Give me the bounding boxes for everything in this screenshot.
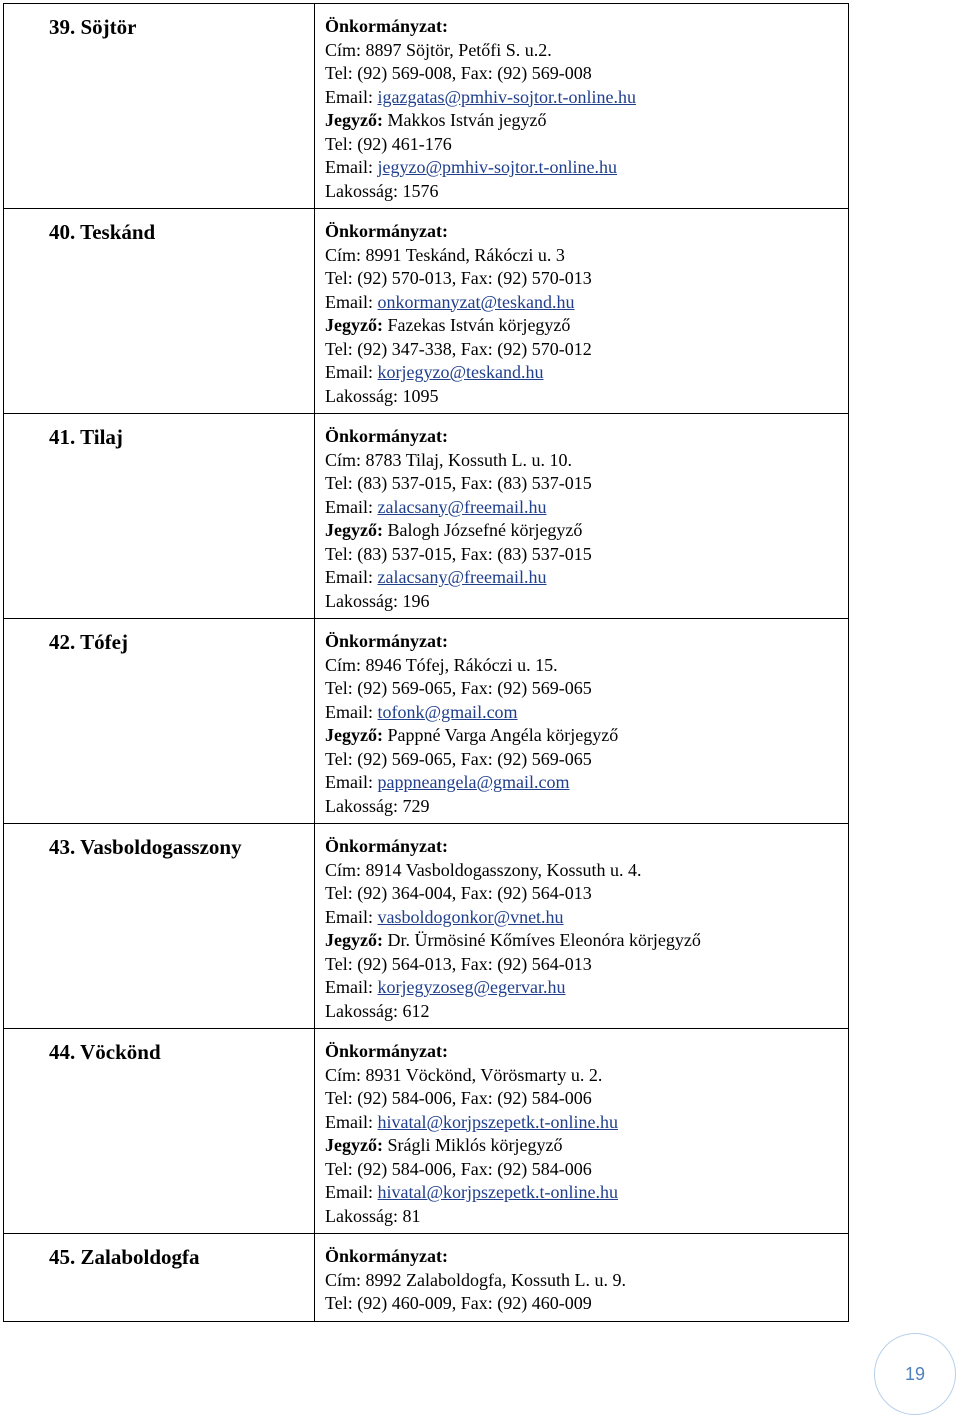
address-label: Cím:	[325, 39, 362, 60]
table-row	[4, 1234, 849, 1322]
email-label: Email:	[325, 906, 373, 927]
fax-value: (92) 569-065	[497, 678, 592, 698]
email-link[interactable]: pappneangela@gmail.com	[377, 772, 570, 792]
jegyzo-email-line	[325, 156, 848, 180]
fax-value: (92) 564-013	[497, 883, 592, 903]
onkormanyzat-label: Önkormányzat:	[325, 836, 448, 856]
email-link[interactable]: hivatal@korjpszepetk.t-online.hu	[377, 1111, 619, 1132]
tel-label: Tel:	[325, 543, 353, 564]
email-link[interactable]: igazgatas@pmhiv-sojtor.t-online.hu	[377, 86, 637, 107]
email-label: Email:	[325, 291, 373, 312]
fax-label: Fax:	[460, 543, 493, 564]
onkormanyzat-heading	[325, 630, 848, 654]
jegyzo-label: Jegyző:	[325, 520, 383, 540]
tel-label: Tel:	[325, 953, 353, 974]
tel-value: (92) 584-006	[357, 1088, 452, 1108]
municipality-info	[315, 4, 849, 209]
tel-label: Tel:	[325, 268, 353, 288]
municipality-info	[315, 414, 849, 619]
population-label: Lakosság:	[325, 795, 398, 816]
municipality-table	[3, 3, 849, 1322]
tel-value: (92) 570-013	[357, 268, 452, 288]
fax-label: Fax:	[460, 473, 493, 493]
fax-label: Fax:	[460, 953, 493, 974]
tel-value: (92) 569-065	[357, 748, 452, 769]
fax-label: Fax:	[460, 338, 493, 359]
tel-value: (92) 569-008	[357, 63, 452, 83]
fax-label: Fax:	[460, 1158, 493, 1179]
municipality-name: 44. Vöckönd	[4, 1029, 315, 1234]
jegyzo-email-line	[325, 1181, 848, 1205]
address-label: Cím:	[325, 449, 362, 470]
address-line	[325, 1064, 848, 1088]
table-row	[4, 414, 849, 619]
population-label: Lakosság:	[325, 385, 398, 406]
jegyzo-line	[325, 929, 848, 953]
address-value: 8992 Zalaboldogfa, Kossuth L. u. 9.	[365, 1269, 626, 1290]
email-label: Email:	[325, 567, 373, 587]
population-label: Lakosság:	[325, 1205, 398, 1226]
fax-label: Fax:	[460, 268, 493, 288]
tel-value: (92) 460-009	[357, 1293, 452, 1313]
population-value: 196	[402, 590, 430, 611]
email-label: Email:	[325, 1111, 373, 1132]
tel-value: (92) 569-065	[357, 678, 452, 698]
email-label: Email:	[325, 701, 373, 722]
phone-line: Tel: (92) 460-009, Fax: (92) 460-009	[325, 1293, 592, 1313]
population-value: 1095	[402, 385, 439, 406]
email-link[interactable]: onkormanyzat@teskand.hu	[377, 291, 575, 312]
jegyzo-name: Dr. Ürmösiné Kőmíves Eleonóra körjegyző	[387, 930, 701, 950]
onkormanyzat-label: Önkormányzat:	[325, 16, 448, 36]
email-link[interactable]: vasboldogonkor@vnet.hu	[377, 906, 564, 927]
jegyzo-phone-line: Tel: (83) 537-015, Fax: (83) 537-015	[325, 543, 592, 564]
jegyzo-name: Pappné Varga Angéla körjegyző	[387, 725, 619, 745]
email-line	[325, 701, 848, 725]
fax-label: Fax:	[460, 1293, 493, 1313]
email-label: Email:	[325, 362, 373, 382]
tel-label: Tel:	[325, 1293, 353, 1313]
tel-value: (92) 347-338	[357, 338, 452, 359]
address-line	[325, 859, 848, 883]
tel-label: Tel:	[325, 338, 353, 359]
jegyzo-phone-line	[325, 133, 848, 157]
municipality-info	[315, 824, 849, 1029]
onkormanyzat-label: Önkormányzat:	[325, 426, 448, 446]
onkormanyzat-heading	[325, 835, 848, 859]
email-line	[325, 86, 848, 110]
tel-label: Tel:	[325, 1088, 353, 1108]
municipality-name: 40. Teskánd	[4, 209, 315, 414]
email-label: Email:	[325, 977, 373, 997]
onkormanyzat-label: Önkormányzat:	[325, 1041, 448, 1061]
email-link[interactable]: korjegyzoseg@egervar.hu	[377, 977, 566, 997]
municipality-name: 43. Vasboldogasszony	[4, 824, 315, 1029]
municipality-info	[315, 619, 849, 824]
jegyzo-name: Balogh Józsefné körjegyző	[387, 520, 583, 540]
jegyzo-name: Fazekas István körjegyző	[387, 315, 571, 335]
fax-label: Fax:	[460, 1088, 493, 1108]
jegyzo-email-line	[325, 771, 848, 795]
municipality-info	[315, 209, 849, 414]
address-value: 8991 Teskánd, Rákóczi u. 3	[365, 244, 565, 265]
municipality-name: 41. Tilaj	[4, 414, 315, 619]
population-label: Lakosság:	[325, 590, 398, 611]
tel-label: Tel:	[325, 678, 353, 698]
jegyzo-email-line	[325, 566, 848, 590]
table-row	[4, 4, 849, 209]
onkormanyzat-label: Önkormányzat:	[325, 1246, 448, 1266]
address-value: 8783 Tilaj, Kossuth L. u. 10.	[365, 449, 573, 470]
address-label: Cím:	[325, 1269, 362, 1290]
jegyzo-line	[325, 109, 848, 133]
population-line	[325, 180, 848, 204]
page-number: 19	[904, 1363, 926, 1384]
fax-value: (92) 570-012	[497, 338, 592, 359]
email-link[interactable]: jegyzo@pmhiv-sojtor.t-online.hu	[377, 157, 618, 177]
fax-value: (92) 570-013	[497, 268, 592, 288]
fax-label: Fax:	[460, 883, 493, 903]
population-value: 81	[402, 1205, 421, 1226]
population-value: 1576	[402, 180, 439, 201]
address-label: Cím:	[325, 244, 362, 265]
onkormanyzat-label: Önkormányzat:	[325, 221, 448, 241]
phone-line: Tel: (92) 570-013, Fax: (92) 570-013	[325, 268, 592, 288]
address-value: 8946 Tófej, Rákóczi u. 15.	[365, 654, 558, 675]
email-line	[325, 1111, 848, 1135]
onkormanyzat-heading	[325, 1040, 848, 1064]
jegyzo-label: Jegyző:	[325, 1135, 383, 1155]
tel-label: Tel:	[325, 63, 353, 83]
municipality-name: 45. Zalaboldogfa	[4, 1234, 315, 1322]
email-line	[325, 496, 848, 520]
population-label: Lakosság:	[325, 1000, 398, 1021]
onkormanyzat-heading	[325, 1245, 848, 1269]
email-link[interactable]: zalacsany@freemail.hu	[377, 496, 547, 517]
address-line	[325, 1269, 848, 1293]
jegyzo-email-line	[325, 361, 848, 385]
tel-value: (92) 564-013	[357, 953, 452, 974]
tel-value: (92) 364-004	[357, 883, 452, 903]
municipality-info	[315, 1029, 849, 1234]
population-line	[325, 1205, 848, 1229]
onkormanyzat-label: Önkormányzat:	[325, 631, 448, 651]
address-value: 8897 Söjtör, Petőfi S. u.2.	[365, 39, 552, 60]
email-link[interactable]: hivatal@korjpszepetk.t-online.hu	[377, 1182, 619, 1202]
fax-value: (92) 584-006	[497, 1158, 592, 1179]
fax-value: (83) 537-015	[497, 543, 592, 564]
jegyzo-name: Makkos István jegyző	[387, 110, 547, 130]
fax-label: Fax:	[460, 63, 493, 83]
address-line	[325, 449, 848, 473]
email-link[interactable]: korjegyzo@teskand.hu	[377, 362, 544, 382]
address-line	[325, 39, 848, 63]
fax-label: Fax:	[460, 678, 493, 698]
tel-label: Tel:	[325, 1158, 353, 1179]
population-line	[325, 1000, 848, 1024]
address-value: 8914 Vasboldogasszony, Kossuth u. 4.	[365, 859, 642, 880]
population-line	[325, 590, 848, 614]
jegyzo-phone-line: Tel: (92) 569-065, Fax: (92) 569-065	[325, 748, 592, 769]
email-label: Email:	[325, 86, 373, 107]
jegyzo-name: Srágli Miklós körjegyző	[387, 1135, 563, 1155]
tel-label: Tel:	[325, 133, 353, 154]
municipality-info	[315, 1234, 849, 1322]
phone-line: Tel: (92) 569-065, Fax: (92) 569-065	[325, 678, 592, 698]
jegyzo-label: Jegyző:	[325, 315, 383, 335]
jegyzo-label: Jegyző:	[325, 930, 383, 950]
email-line	[325, 291, 848, 315]
population-value: 729	[402, 795, 430, 816]
email-line	[325, 906, 848, 930]
jegyzo-label: Jegyző:	[325, 725, 383, 745]
jegyzo-phone-line: Tel: (92) 584-006, Fax: (92) 584-006	[325, 1158, 592, 1179]
fax-value: (92) 569-065	[497, 748, 592, 769]
tel-label: Tel:	[325, 748, 353, 769]
phone-line: Tel: (92) 584-006, Fax: (92) 584-006	[325, 1088, 592, 1108]
fax-value: (92) 584-006	[497, 1088, 592, 1108]
phone-line: Tel: (92) 569-008, Fax: (92) 569-008	[325, 63, 592, 83]
jegyzo-line	[325, 724, 848, 748]
tel-value: (83) 537-015	[357, 543, 452, 564]
jegyzo-phone-line: Tel: (92) 347-338, Fax: (92) 570-012	[325, 338, 592, 359]
email-link[interactable]: tofonk@gmail.com	[377, 701, 518, 722]
municipality-name: 39. Söjtör	[4, 4, 315, 209]
tel-value: (92) 461-176	[357, 133, 452, 154]
municipality-name: 42. Tófej	[4, 619, 315, 824]
email-link[interactable]: zalacsany@freemail.hu	[377, 567, 547, 587]
address-label: Cím:	[325, 859, 362, 880]
population-value: 612	[402, 1000, 430, 1021]
phone-line: Tel: (83) 537-015, Fax: (83) 537-015	[325, 473, 592, 493]
page-number-badge	[874, 1333, 956, 1415]
population-label: Lakosság:	[325, 180, 398, 201]
fax-value: (83) 537-015	[497, 473, 592, 493]
tel-value: (92) 584-006	[357, 1158, 452, 1179]
table-row	[4, 824, 849, 1029]
onkormanyzat-heading	[325, 425, 848, 449]
table-row	[4, 1029, 849, 1234]
jegyzo-email-line	[325, 976, 848, 1000]
population-line	[325, 795, 848, 819]
email-label: Email:	[325, 772, 373, 792]
fax-value: (92) 569-008	[497, 63, 592, 83]
address-label: Cím:	[325, 654, 362, 675]
email-label: Email:	[325, 496, 373, 517]
address-value: 8931 Vöckönd, Vörösmarty u. 2.	[365, 1064, 603, 1085]
table-row	[4, 619, 849, 824]
email-label: Email:	[325, 157, 373, 177]
fax-value: (92) 460-009	[497, 1293, 592, 1313]
address-line	[325, 244, 848, 268]
tel-label: Tel:	[325, 473, 353, 493]
address-label: Cím:	[325, 1064, 362, 1085]
table-body	[4, 4, 849, 1322]
table-row	[4, 209, 849, 414]
onkormanyzat-heading	[325, 15, 848, 39]
phone-line: Tel: (92) 364-004, Fax: (92) 564-013	[325, 883, 592, 903]
jegyzo-line	[325, 314, 848, 338]
onkormanyzat-heading	[325, 220, 848, 244]
jegyzo-line	[325, 519, 848, 543]
fax-value: (92) 564-013	[497, 953, 592, 974]
jegyzo-line	[325, 1134, 848, 1158]
tel-value: (83) 537-015	[357, 473, 452, 493]
address-line	[325, 654, 848, 678]
jegyzo-phone-line: Tel: (92) 564-013, Fax: (92) 564-013	[325, 953, 592, 974]
tel-label: Tel:	[325, 883, 353, 903]
population-line	[325, 385, 848, 409]
jegyzo-label: Jegyző:	[325, 110, 383, 130]
fax-label: Fax:	[460, 748, 493, 769]
email-label: Email:	[325, 1182, 373, 1202]
